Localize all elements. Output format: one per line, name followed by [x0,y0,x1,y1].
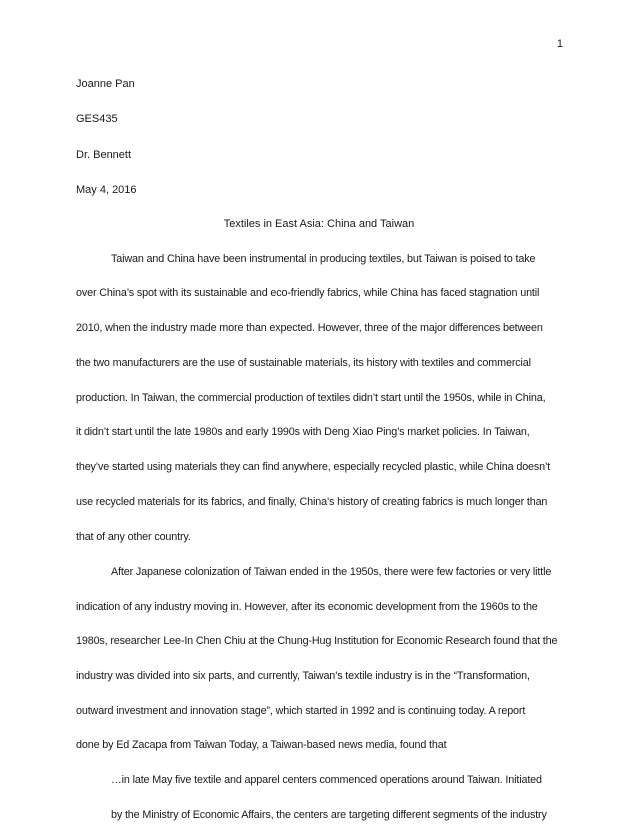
text-line: use recycled materials for its fabrics, and finally, China’s history of creating fabrics is much longer than [76,496,548,508]
document-title: Textiles in East Asia: China and Taiwan [223,218,415,230]
text-line: outward investment and innovation stage”, which started in 1992 and is continuing today. A report [76,705,526,717]
document-date: May 4, 2016 [76,184,137,196]
text-line: After Japanese colonization of Taiwan ended in the 1950s, there were few factories or very little [111,566,552,578]
text-line: indication of any industry moving in. However, after its economic development from the 1960s to the [76,601,538,613]
text-line: 2010, when the industry made more than expected. However, three of the major differences between [76,322,543,334]
text-line: it didn’t start until the late 1980s and early 1990s with Deng Xiao Ping’s market policies. In Taiwan, [76,426,530,438]
text-line: Taiwan and China have been instrumental in producing textiles, but Taiwan is poised to take [111,253,536,265]
page-number: 1 [556,38,563,50]
text-line: they’ve started using materials they can find anywhere, especially recycled plastic, while China doesn’t [76,461,551,473]
author-name: Joanne Pan [76,78,135,90]
text-line: that of any other country. [76,531,191,543]
text-line: industry was divided into six parts, and currently, Taiwan’s textile industry is in the “Transformation, [76,670,530,682]
quote-line: by the Ministry of Economic Affairs, the centers are targeting different segments of the industry [111,809,547,821]
course-code: GES435 [76,113,118,125]
text-line: over China’s spot with its sustainable and eco-friendly fabrics, while China has faced stagnation until [76,287,540,299]
text-line: production. In Taiwan, the commercial production of textiles didn’t start until the 1950s, while in China, [76,392,546,404]
quote-line: …in late May five textile and apparel centers commenced operations around Taiwan. Initiated [111,774,542,786]
text-line: the two manufacturers are the use of sustainable materials, its history with textiles and commercial [76,357,531,369]
instructor-name: Dr. Bennett [76,149,132,161]
text-line: done by Ed Zacapa from Taiwan Today, a Taiwan-based news media, found that [76,739,447,751]
text-line: 1980s, researcher Lee-In Chen Chiu at the Chung-Hug Institution for Economic Research found that the [76,635,558,647]
